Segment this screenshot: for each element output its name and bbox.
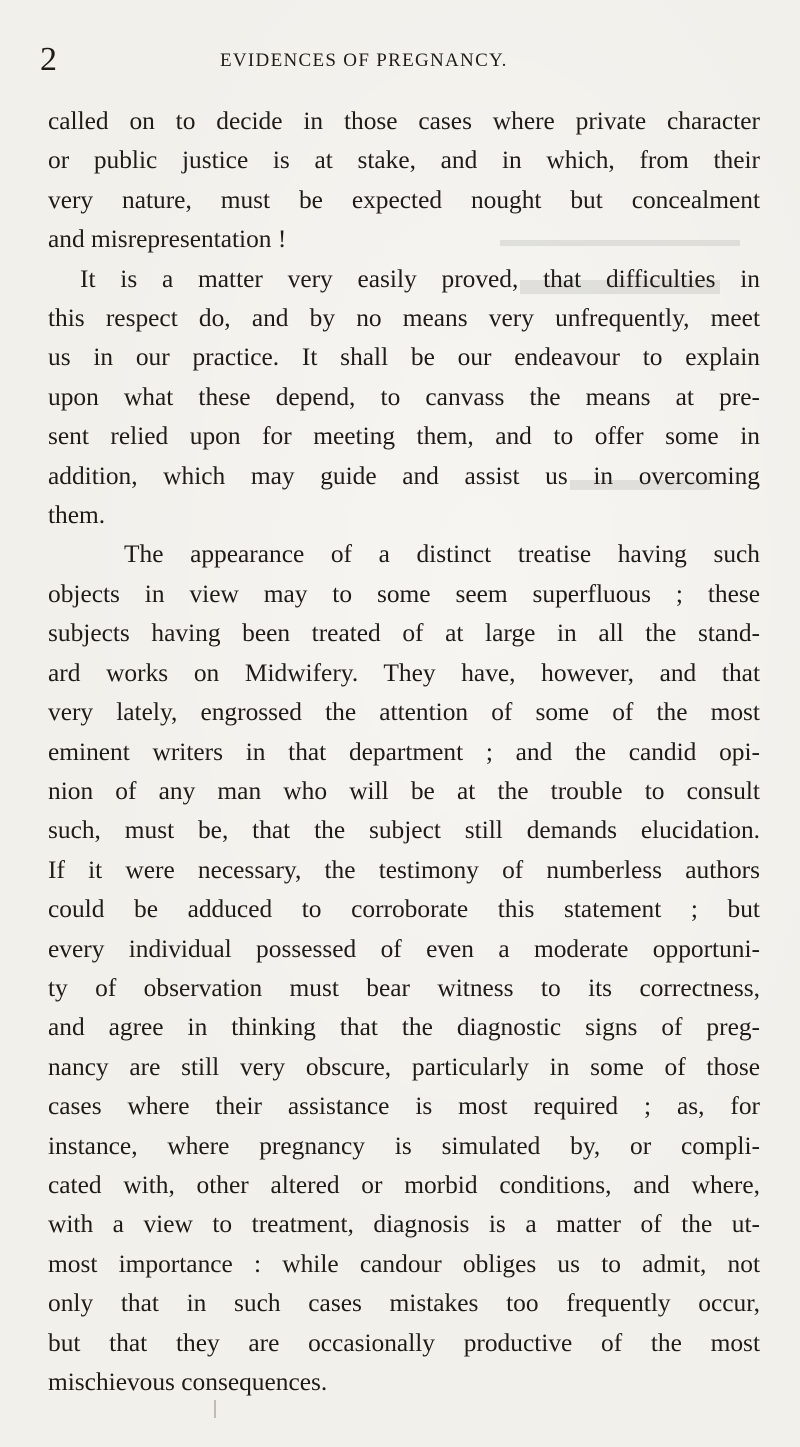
paragraph-3 <box>48 535 760 1402</box>
text-line: ty of observation must bear witness to its correctness, <box>48 973 760 1002</box>
page-number: 2 <box>40 41 57 78</box>
text-line: upon what these depend, to canvass the means at pre- <box>48 382 760 411</box>
paragraph-1 <box>48 102 760 260</box>
text-line: nion of any man who will be at the trouble to consult <box>48 776 760 805</box>
text-line: addition, which may guide and assist us in overcoming <box>48 461 760 490</box>
text-line: cated with, other altered or morbid conditions, and where, <box>48 1170 760 1199</box>
text-line: could be adduced to corroborate this statement ; but <box>48 895 760 924</box>
text-line: them. <box>48 501 106 530</box>
text-line: objects in view may to some seem superfluous ; these <box>48 579 760 608</box>
text-line: mischievous consequences. <box>48 1368 328 1396</box>
paragraph-2 <box>48 260 760 536</box>
text-line: this respect do, and by no means very unfrequently, meet <box>48 304 760 333</box>
text-line: and agree in thinking that the diagnostic signs of preg- <box>48 1013 760 1042</box>
text-line: cases where their assistance is most required ; as, for <box>48 1092 760 1121</box>
text-line: but that they are occasionally productive of the most <box>48 1328 760 1357</box>
page-mark <box>214 1400 224 1418</box>
text-line: very lately, engrossed the attention of some of the most <box>48 698 760 727</box>
running-header <box>40 40 760 80</box>
text-line: or public justice is at stake, and in which, from their <box>48 146 760 175</box>
text-line: It is a matter very easily proved, that difficulties in <box>80 264 760 293</box>
text-line: instance, where pregnancy is simulated by, or compli- <box>48 1131 760 1160</box>
text-line: most importance : while candour obliges us to admit, not <box>48 1249 760 1278</box>
body-text <box>48 102 760 1402</box>
text-line: with a view to treatment, diagnosis is a matter of the ut- <box>48 1210 760 1239</box>
text-line: every individual possessed of even a moderate opportuni- <box>48 934 760 963</box>
text-line: sent relied upon for meeting them, and to offer some in <box>48 422 760 451</box>
text-line: such, must be, that the subject still demands elucidation. <box>48 816 760 845</box>
text-line: only that in such cases mistakes too frequently occur, <box>48 1289 760 1318</box>
text-line: called on to decide in those cases where private character <box>48 107 760 135</box>
text-line: nancy are still very obscure, particularly in some of those <box>48 1052 760 1081</box>
text-line: If it were necessary, the testimony of numberless authors <box>48 855 760 884</box>
text-line: The appearance of a distinct treatise having such <box>124 540 760 569</box>
running-title: EVIDENCES OF PREGNANCY. <box>220 50 508 71</box>
text-line: very nature, must be expected nought but concealment <box>48 185 760 214</box>
text-line: subjects having been treated of at large in all the stand- <box>48 619 760 648</box>
text-line: and misrepresentation ! <box>48 225 287 254</box>
text-line: eminent writers in that department ; and the candid opi- <box>48 737 760 766</box>
text-line: us in our practice. It shall be our endeavour to explain <box>48 343 760 372</box>
text-line: ard works on Midwifery. They have, however, and that <box>48 658 760 687</box>
